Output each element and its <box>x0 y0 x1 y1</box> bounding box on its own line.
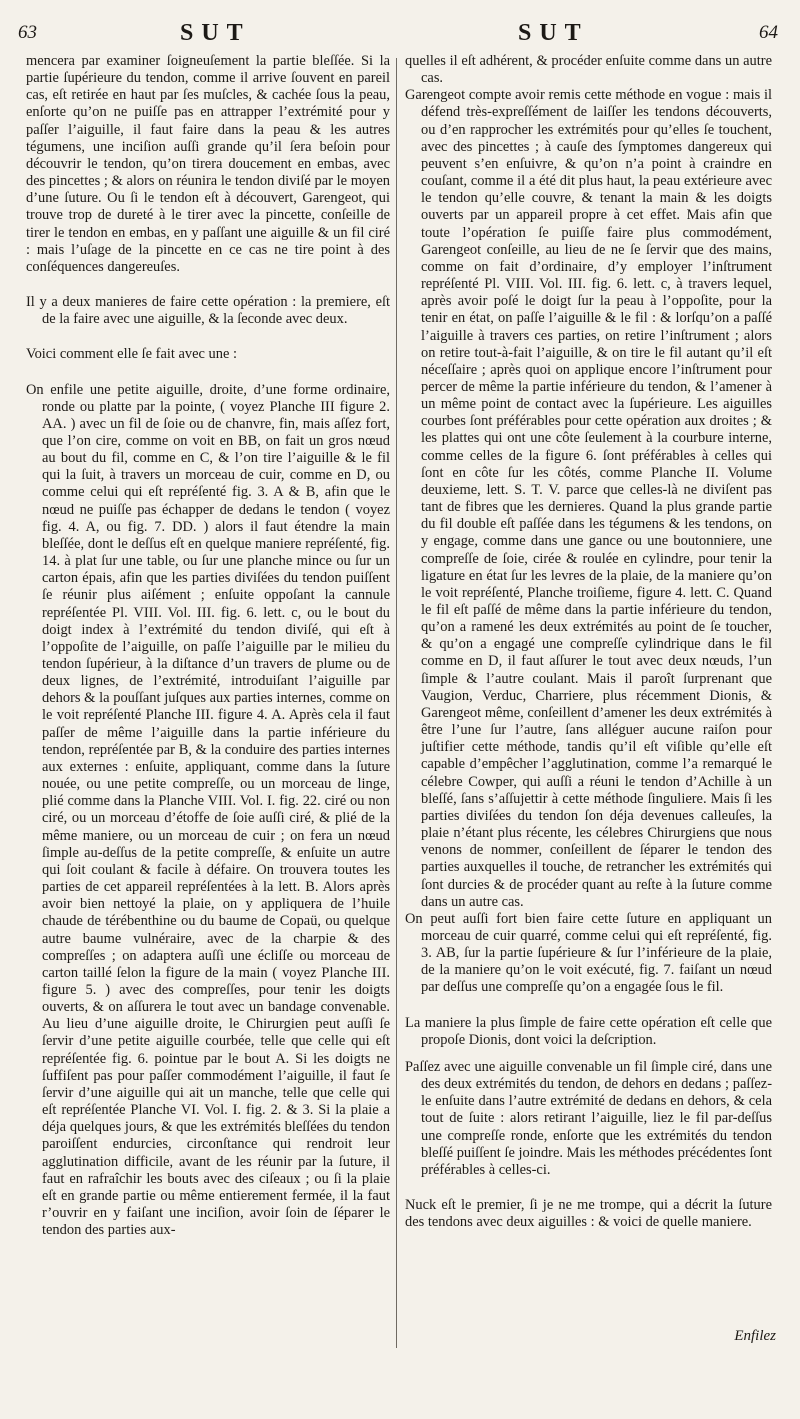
paragraph: Voici comment elle ſe fait avec une : <box>26 346 237 363</box>
paragraph: quelles il eſt adhérent, & procéder enſuite comme dans un autre cas. <box>405 53 772 87</box>
right-running-head: SUT <box>518 20 589 46</box>
right-column <box>405 53 772 1353</box>
paragraph: Garengeot compte avoir remis cette méthode en vogue : mais il défend très-expreſſément de laiſſer les tendons découverts, ou d’en rapprocher les extrémités pour qu’elles ſe touchent, avec des pincettes ; à cauſe des ſymptomes dangereux qui peuvent s’en enſuivre, & qu’on n’a point à craindre en couſant, comme il a été dit plus haut, la peau extérieure avec le tendon qu’elle couvre, & tenant la main & les doigts ouverts par un appareil propre à cet effet. Mais afin que toute l’opération ſe puiſſe faire plus commodément, Garengeot conſeille, au lieu de ne ſe ſervir que des mains, comme on fait d’ordinaire, d’y employer l’inſtrument repréſenté Pl. VIII. Vol. III. fig. 6. lett. c, à travers lequel, après avoir poſé le doigt ſur la peau à l’oppoſite, pour la tenir en état, on paſſe l’aiguille & le fil : & lorſqu’on a paſſé l’aiguille à travers ces parties, on retire l’inſtrument ; alors on retire tout-à-fait l’aiguille, & on tire le fil autant qu’il eſt néceſſaire ; après quoi on applique encore l’inſtrument pour percer de même la partie inférieure du tendon, & l’amener à un même point de contact avec la ſupérieure. Les aiguilles courbes ſont préférables pour cette opération aux droites ; & les plattes qui ont une côte ſeulement à la courbure interne, comme celles de la figure 6. ſont préférables à celles qui ſont en côte ſur les côtés, comme Planche II. Volume deuxieme, lett. S. T. V. parce que celles-là ne diviſent pas tant de fibres que les dernieres. Quand la plus grande partie du fil double eſt paſſée dans les tégumens & les tendons, on y engage, comme dans une gance ou une boutonniere, une compreſſe de ſoie, cirée & roulée en cylindre, pour tenir la ligature en état ſur les levres de la plaie, de la maniere qu’on le voit repréſenté, Planche troiſieme, figure 4. lett. C. Quand le fil eſt paſſé de même dans la partie inférieure du tendon, qu’on a ramené les deux extrémités au point de ſe toucher, & qu’on a engagé une compreſſe cylindrique dans le fil comme en D, il faut aſſurer le tout avec deux nœuds, l’un ſimple & l’autre coulant. Mais il paroît ſurprenant que Vaugion, Verduc, Charriere, plus récemment Dionis, & Garengeot même, conſeillent d’amener les deux extrémités à être l’une ſur l’autre, ſans alléguer aucune raiſon pour juſtifier cette méthode, tandis qu’il eſt viſible qu’elle eſt capable d’empêcher l’agglutination, comme l’a remarqué le célebre Cowper, qui auſſi a réuni le tendon d’Achille à un bleſſé, ſans s’aſſujettir à cette méthode ſinguliere. Mais ſi les parties diviſées du tendon ſon déja devenues calleuſes, la plaie n’étant plus récente, les célebres Chirurgiens que nous venons de nommer, conſeillent de ſéparer le tendon des parties auxquelles il touche, de retrancher les extrémités qui ſont durcies & de procéder quant au reſte à la ſuture comme dans un autre cas. <box>405 87 772 910</box>
column-divider <box>396 58 397 1348</box>
paragraph: La maniere la plus ſimple de faire cette opération eſt celle que propoſe Dionis, dont voici la deſcription. <box>405 1014 772 1048</box>
paragraph: mencera par examiner ſoigneuſement la partie bleſſée. Si la partie ſupérieure du tendon, comme il arrive ſouvent en pareil cas, eſt retirée en haut par ſes muſcles, & cachée ſous la peau, enſorte qu’on ne puiſſe pas en attrapper l’extrémité pour y paſſer l’aiguille, il faut faire dans la peau & les autres tégumens, une inciſion auſſi grande qu’il ſera beſoin pour découvrir le tendon, qu’on tirera doucement en embas, avec des pincettes ; & alors on réunira le tendon diviſé par le moyen d’une ſuture. Ou ſi le tendon eſt à découvert, Garengeot, qui trouve trop de dureté à le tirer avec la pincette, conſeille de tirer le tendon en embas, en y paſſant une aiguille & un fil ciré : mais l’uſage de la pincette en ce cas ne tire point à des conſéquences dangereuſes. <box>26 53 390 275</box>
left-running-head: SUT <box>180 20 251 46</box>
paragraph: On peut auſſi fort bien faire cette ſuture en appliquant un morceau de cuir quarré, comme celui qui eſt repréſenté, fig. 3. AB, ſur la partie ſupérieure & ſur l’inférieure de la plaie, de la maniere qu’on le voit exécuté, fig. 7. faiſant un nœud par deſſus une compreſſe qu’on a engagée ſous le fil. <box>405 910 772 996</box>
left-column <box>26 53 390 1358</box>
paragraph: Paſſez avec une aiguille convenable un fil ſimple ciré, dans une des deux extrémités du tendon, de dehors en dedans ; paſſez-le enſuite dans l’autre extrémité de dedans en dehors, & cela tout de ſuite : alors retirant l’aiguille, liez le fil par-deſſus une compreſſe ronde, enſorte que les extrémités du tendon bleſſé puiſſent ſe joindre. Mais les méthodes précédentes ſont préférables à celles-ci. <box>405 1058 772 1178</box>
paragraph: Il y a deux manieres de faire cette opération : la premiere, eſt de la faire avec une aiguille, & la ſeconde avec deux. <box>26 294 390 328</box>
right-page-number: 64 <box>759 22 778 43</box>
catchword: Enfilez <box>734 1328 776 1344</box>
paragraph: On enfile une petite aiguille, droite, d’une forme ordinaire, ronde ou platte par la pointe, ( voyez Planche III figure 2. AA. ) avec un fil de ſoie ou de chanvre, fin, mais aſſez fort, que l’on cire, comme on voit en BB, on fait un gros nœud au bout du fil, comme en C, & l’on tire l’aiguille & le fil qui la ſuit, à travers un morceau de cuir, comme en D, ou comme celui qui eſt repréſenté fig. 3. A & B, afin que le nœud ne puiſſe pas échapper de dedans le tendon ( voyez fig. 4. A, ou fig. 7. DD. ) alors il faut étendre la main bleſſée, dont le deſſus eſt en quelque maniere repréſenté, fig. 14. à plat ſur une table, ou ſur une planche mince ou ſur un carton épais, afin que les parties diviſées du tendon puiſſent ſe réunir plus aiſément ; enſuite oppoſant la cannule repréſentée Pl. VIII. Vol. III. fig. 6. lett. c, ou le bout du doigt index à l’extrémité du tendon diviſé, qui eſt à l’oppoſite de l’aiguille, on paſſe l’aiguille par le milieu du tendon ſupérieur, à la diſtance d’un travers de plume ou de deux lignes, de l’extrémité, introduiſant l’aiguille par dehors & la pouſſant juſques aux parties internes, comme on le voit repréſenté Planche III. figure 4. A. Après cela il faut paſſer de même l’aiguille dans la partie inférieure du tendon, repréſentée par B, & la conduire des parties internes aux externes : enſuite, appliquant, comme dans la ſuture nouée, ou une petite compreſſe, ou un morceau de linge, plié comme dans la Planche VIII. Vol. I. fig. 22. ciré ou non ciré, ou un morceau d’étoffe de ſoie auſſi ciré, & plié de la même maniere, ou un morceau de cuir ; on fera un nœud ſimple au-deſſus de la petite compreſſe, & enſuite un autre qui ſoit coulant & facile à défaire. On trouvera toutes les parties de cet appareil repréſentées à la lett. B. Alors après avoir bien nettoyé la plaie, on y appliquera de l’huile chaude de térébenthine ou du baume de Copaü, ou quelque autre baume vulnéraire, avec de la charpie & des compreſſes ; on adaptera auſſi une écliſſe ou morceau de carton taillé ſelon la figure de la main ( voyez Planche III. figure 5. ) avec des compreſſes, pour tenir les doigts ouverts, & on aſſurera le tout avec un bandage convenable. Au lieu d’une aiguille droite, le Chirurgien peut auſſi ſe ſervir d’une petite aiguille courbée, telle que celle qui eſt repréſentée fig. 6. pointue par le bout A. Si les doigts ne ſuffiſent pas pour paſſer commodément l’aiguille, il faut ſe ſervir d’une aiguille qui ait un manche, telle que celle qui eſt repréſentée Planche VI. Vol. I. fig. 2. & 3. Si la plaie a déja quelques jours, & que les extrémités bleſſées du tendon paroiſſent endurcies, circonſtance qui rendroit leur agglutination difficile, avant de les réunir par la ſuture, il faut en rafraîchir les bouts avec des ciſeaux ; ou ſi la plaie eſt en grande partie ou même entierement fermée, il la faut r’ouvrir en y faiſant une inciſion, avoir ſoin de ſéparer le tendon des parties aux- <box>26 381 390 1239</box>
paragraph: Nuck eſt le premier, ſi je ne me trompe, qui a décrit la ſuture des tendons avec deux aiguilles : & voici de quelle maniere. <box>405 1197 772 1231</box>
left-page-number: 63 <box>18 22 37 43</box>
